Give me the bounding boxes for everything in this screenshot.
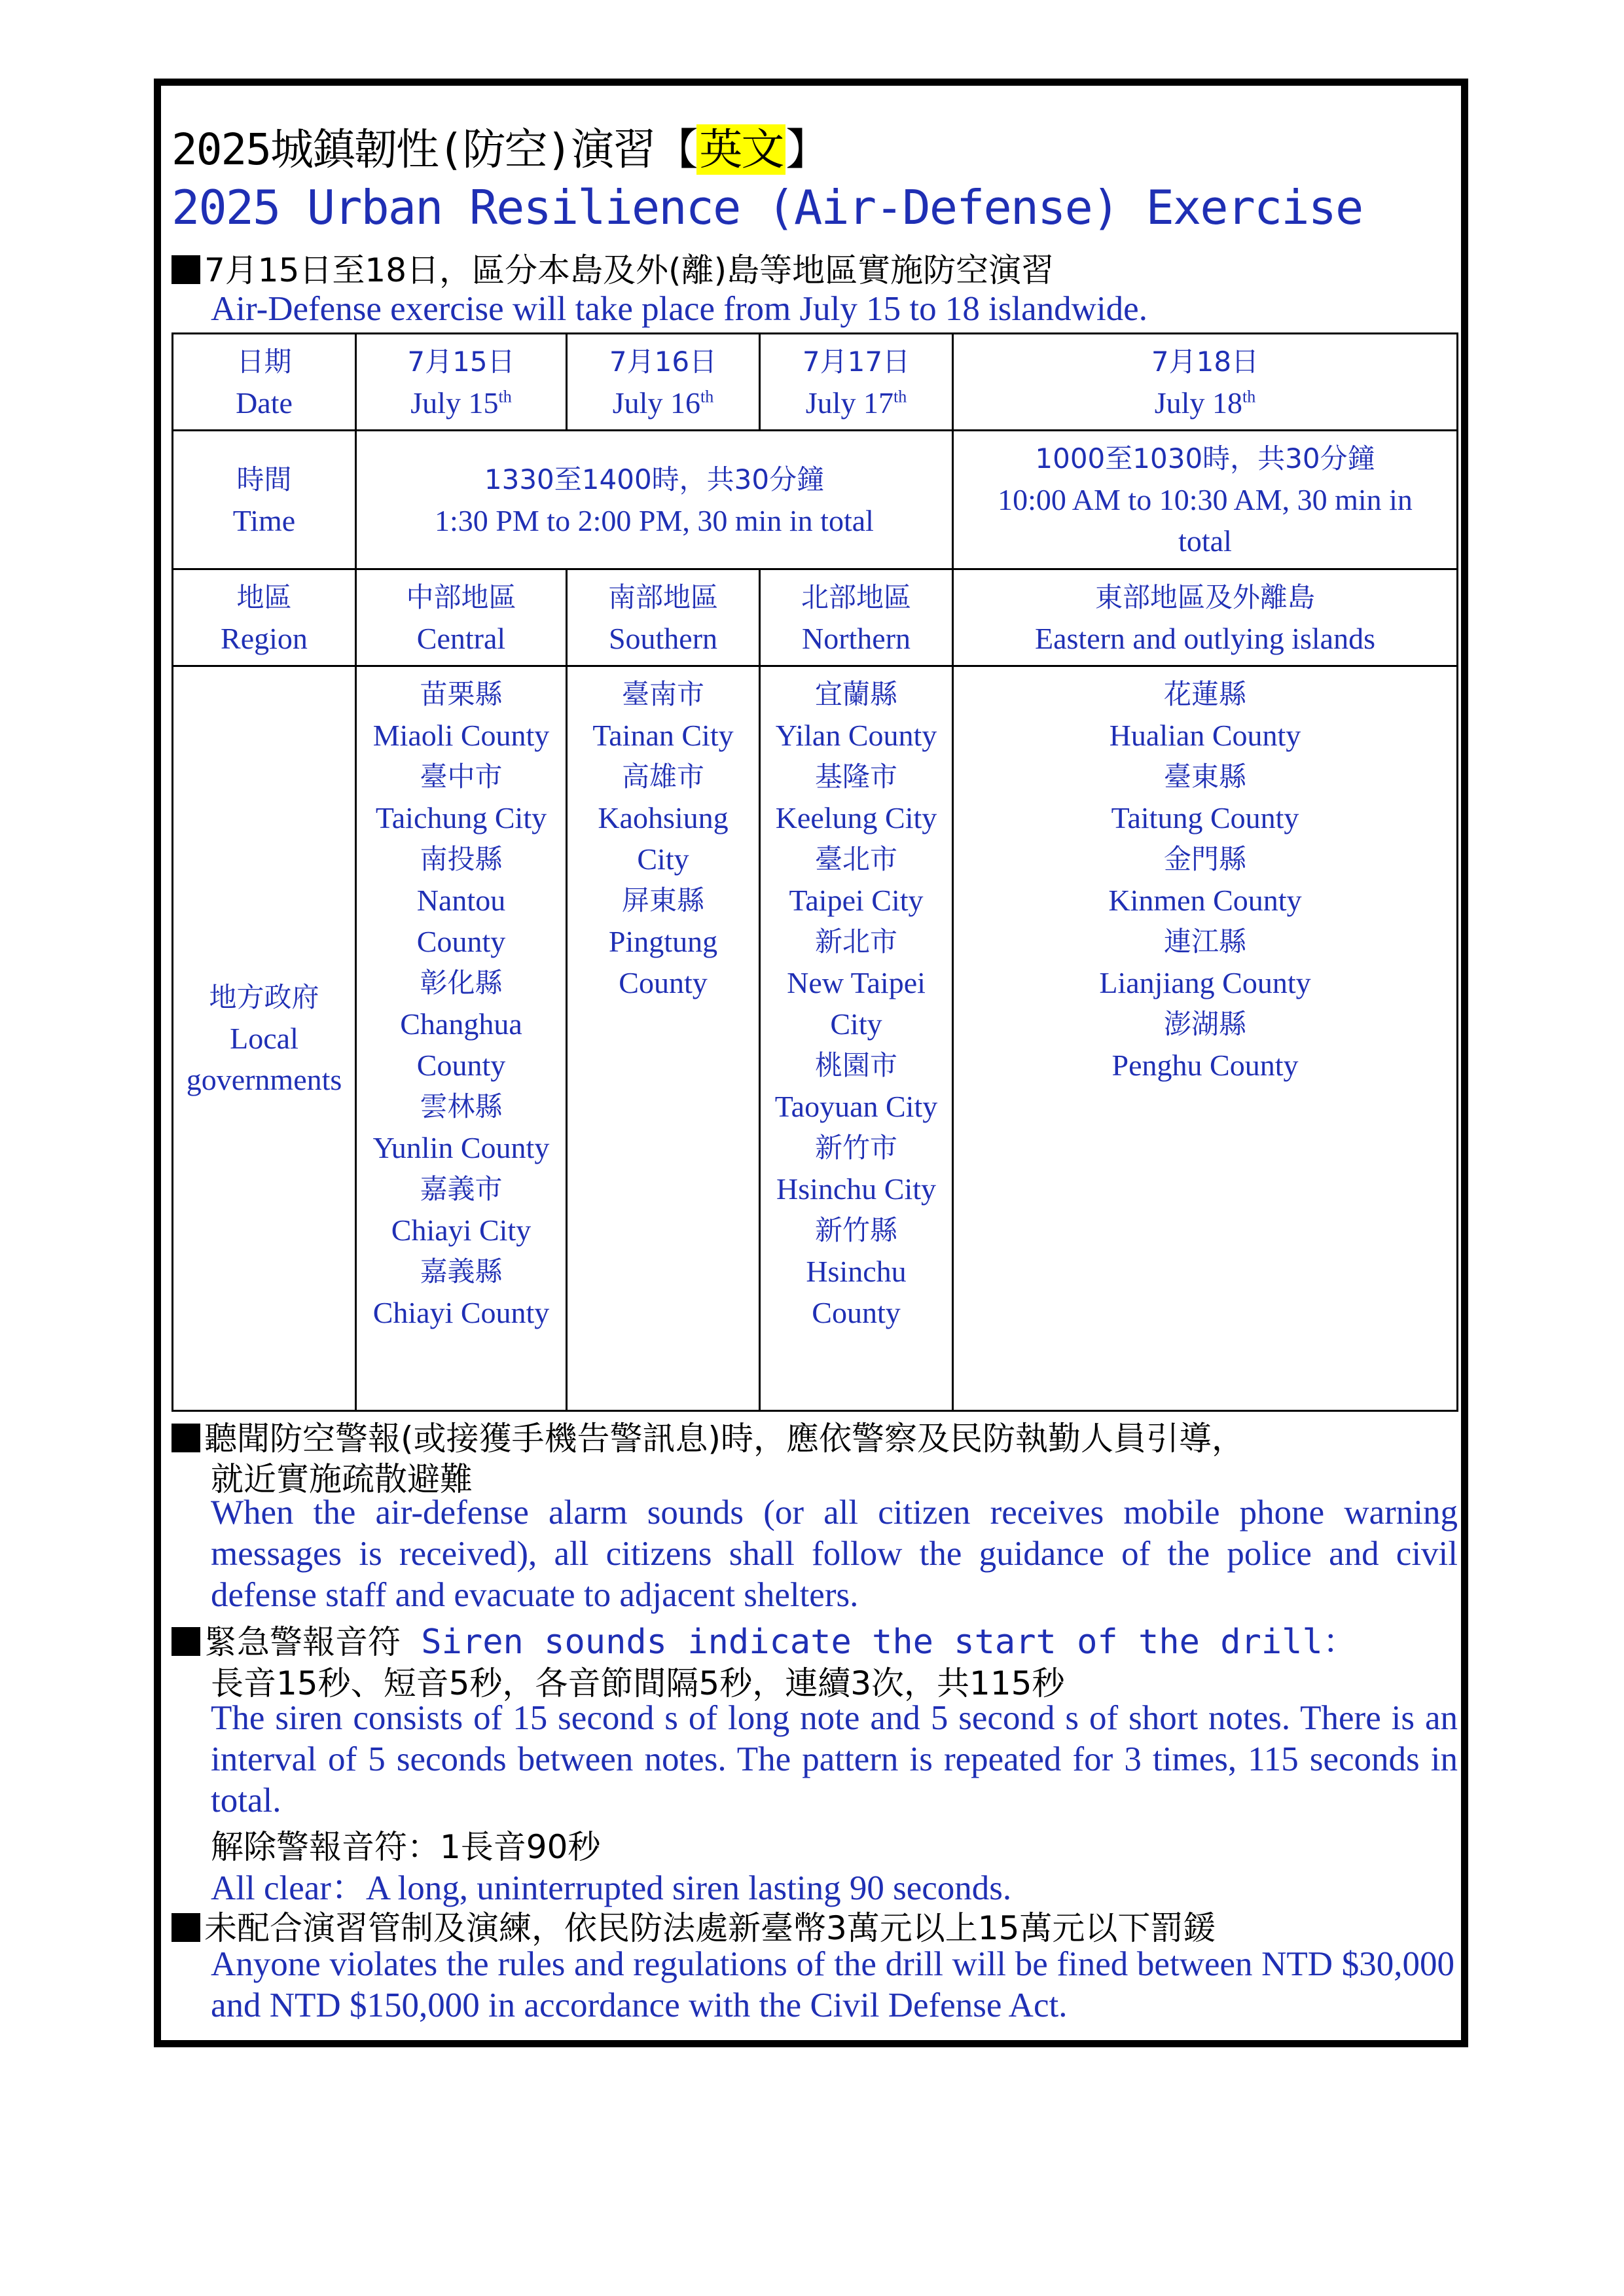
local-government-name-english: County — [812, 1296, 901, 1329]
local-government-name-english: Penghu County — [1111, 1049, 1299, 1082]
cell-region-eastern: 東部地區及外離島 Eastern and outlying islands — [953, 569, 1458, 666]
local-government-name-english: Yilan County — [775, 719, 937, 752]
local-government-name-english: Taipei City — [789, 884, 924, 917]
cell-local-label: 地方政府 Local governments — [173, 666, 356, 1411]
cell-local-southern — [567, 666, 760, 1411]
local-government-name-chinese: 花蓮縣 — [1163, 678, 1246, 710]
local-government-name-english: Hsinchu — [806, 1255, 907, 1288]
local-government-name-chinese: 宜蘭縣 — [814, 678, 897, 710]
table-row-date — [173, 334, 1458, 431]
bullet-square-icon — [171, 255, 200, 284]
bullet-square-icon — [171, 1627, 200, 1656]
bullet-square-icon — [171, 1424, 200, 1452]
bullet-square-icon — [171, 1913, 200, 1942]
siren-pattern-chinese: 長音15秒、短音5秒，各音節間隔5秒，連續3次，共115秒 — [211, 1664, 1065, 1702]
siren-heading: 緊急警報音符 Siren sounds indicate the start of the drill： — [171, 1614, 1357, 1663]
local-government-name-chinese: 桃園市 — [814, 1049, 897, 1081]
cell-date-2: 7月16日 July 16th — [567, 334, 760, 431]
local-government-name-english: New Taipei — [787, 966, 926, 999]
local-government-name-english: Taitung County — [1111, 801, 1299, 834]
local-government-name-chinese: 嘉義縣 — [420, 1255, 503, 1287]
penalty-english: Anyone violates the rules and regulations of the drill will be fined between NTD $30,000 and NTD $150,000 in accordance with the Civil Defense Act. — [211, 1945, 1454, 2024]
cell-local-central — [356, 666, 567, 1411]
local-government-name-chinese: 彰化縣 — [420, 967, 503, 999]
schedule-table — [171, 332, 1458, 1412]
local-government-name-english: Pingtung — [608, 925, 718, 958]
local-government-name-english: City — [830, 1007, 882, 1041]
cell-time-label: 時間 Time — [173, 431, 356, 569]
local-government-name-chinese: 雲林縣 — [420, 1090, 503, 1122]
cell-time-jul18: 1000至1030時，共30分鐘 10:00 AM to 10:30 AM, 30 min in total — [953, 431, 1458, 569]
cell-time-jul15-17: 1330至1400時，共30分鐘 1:30 PM to 2:00 PM, 30 min in total — [356, 431, 953, 569]
cell-region-northern: 北部地區 Northern — [760, 569, 953, 666]
local-government-name-chinese: 臺南市 — [621, 678, 704, 710]
cell-date-4: 7月18日 July 18th — [953, 334, 1458, 431]
local-government-name-english: Kaohsiung — [598, 801, 729, 834]
local-government-name-english: City — [637, 842, 689, 876]
local-government-name-chinese: 南投縣 — [420, 843, 503, 875]
local-government-name-chinese: 苗栗縣 — [420, 678, 503, 710]
local-government-name-chinese: 臺北市 — [814, 843, 897, 875]
penalty-chinese: 未配合演習管制及演練，依民防法處新臺幣3萬元以上15萬元以下罰鍰 — [171, 1902, 1216, 1949]
cell-local-eastern — [953, 666, 1458, 1411]
evacuation-english: When the air-defense alarm sounds (or all citizen receives mobile phone warning messages is received), all citizens shall follow the guidance of the police and civil defense staff and evacuate to adjacent shelters. — [211, 1494, 1458, 1614]
cell-date-label: 日期 Date — [173, 334, 356, 431]
local-government-name-english: County — [416, 1049, 506, 1082]
local-government-name-chinese: 金門縣 — [1163, 843, 1246, 875]
cell-region-central: 中部地區 Central — [356, 569, 567, 666]
title-english: 2025 Urban Resilience (Air-Defense) Exercise — [171, 180, 1363, 235]
local-government-name-english: Hsinchu City — [776, 1172, 937, 1206]
local-government-name-english: Chiayi City — [391, 1213, 532, 1247]
table-row-time — [173, 431, 1458, 569]
local-government-name-english: Chiayi County — [372, 1296, 550, 1329]
intro-chinese: 7月15日至18日，區分本島及外(離)島等地區實施防空演習 — [171, 244, 1054, 291]
local-government-name-english: County — [619, 966, 708, 999]
cell-region-label: 地區 Region — [173, 569, 356, 666]
cell-date-1: 7月15日 July 15th — [356, 334, 567, 431]
local-government-name-english: Hualian County — [1109, 719, 1301, 752]
cell-local-northern — [760, 666, 953, 1411]
local-government-name-chinese: 基隆市 — [814, 761, 897, 793]
evacuation-chinese-line1: 聽聞防空警報(或接獲手機告警訊息)時，應依警察及民防執勤人員引導， — [171, 1412, 1244, 1460]
siren-pattern-english: The siren consists of 15 second s of long note and 5 second s of short notes. There is an interval of 5 seconds between notes. The pattern is repeated for 3 times, 115 seconds in total. — [211, 1699, 1458, 1820]
local-government-name-chinese: 連江縣 — [1163, 925, 1246, 958]
all-clear-chinese: 解除警報音符：1長音90秒 — [211, 1828, 601, 1866]
table-row-local-governments — [173, 666, 1458, 1411]
local-government-name-english: Tainan City — [592, 719, 734, 752]
local-government-name-english: Taichung City — [375, 801, 547, 834]
local-government-name-chinese: 高雄市 — [621, 761, 704, 793]
local-government-name-chinese: 臺中市 — [420, 761, 503, 793]
local-government-name-english: Miaoli County — [372, 719, 550, 752]
cell-region-southern: 南部地區 Southern — [567, 569, 760, 666]
local-government-name-english: Kinmen County — [1108, 884, 1302, 917]
local-government-name-chinese: 新竹縣 — [814, 1214, 897, 1246]
local-government-name-chinese: 澎湖縣 — [1163, 1008, 1246, 1040]
table-row-region — [173, 569, 1458, 666]
local-government-name-english: Nantou — [416, 884, 506, 917]
local-government-name-english: County — [416, 925, 506, 958]
title-chinese: 2025城鎮韌性(防空)演習【英文】 — [171, 124, 828, 175]
local-government-name-chinese: 新竹市 — [814, 1132, 897, 1164]
title-highlight: 英文 — [696, 124, 785, 175]
local-government-name-english: Keelung City — [775, 801, 937, 834]
local-government-name-english: Changhua — [400, 1007, 522, 1041]
local-government-name-chinese: 屏東縣 — [621, 884, 704, 916]
local-government-name-english: Taoyuan City — [774, 1090, 938, 1123]
evacuation-chinese-line2: 就近實施疏散避難 — [211, 1460, 473, 1498]
local-government-name-chinese: 嘉義市 — [420, 1173, 503, 1205]
local-government-name-english: Lianjiang County — [1099, 966, 1311, 999]
intro-english: Air-Defense exercise will take place from July 15 to 18 islandwide. — [211, 290, 1147, 328]
all-clear-english: All clear：A long, uninterrupted siren lasting 90 seconds. — [211, 1869, 1012, 1907]
local-government-name-chinese: 臺東縣 — [1163, 761, 1246, 793]
cell-date-3: 7月17日 July 17th — [760, 334, 953, 431]
local-government-name-english: Yunlin County — [372, 1131, 550, 1164]
local-government-name-chinese: 新北市 — [814, 925, 897, 958]
